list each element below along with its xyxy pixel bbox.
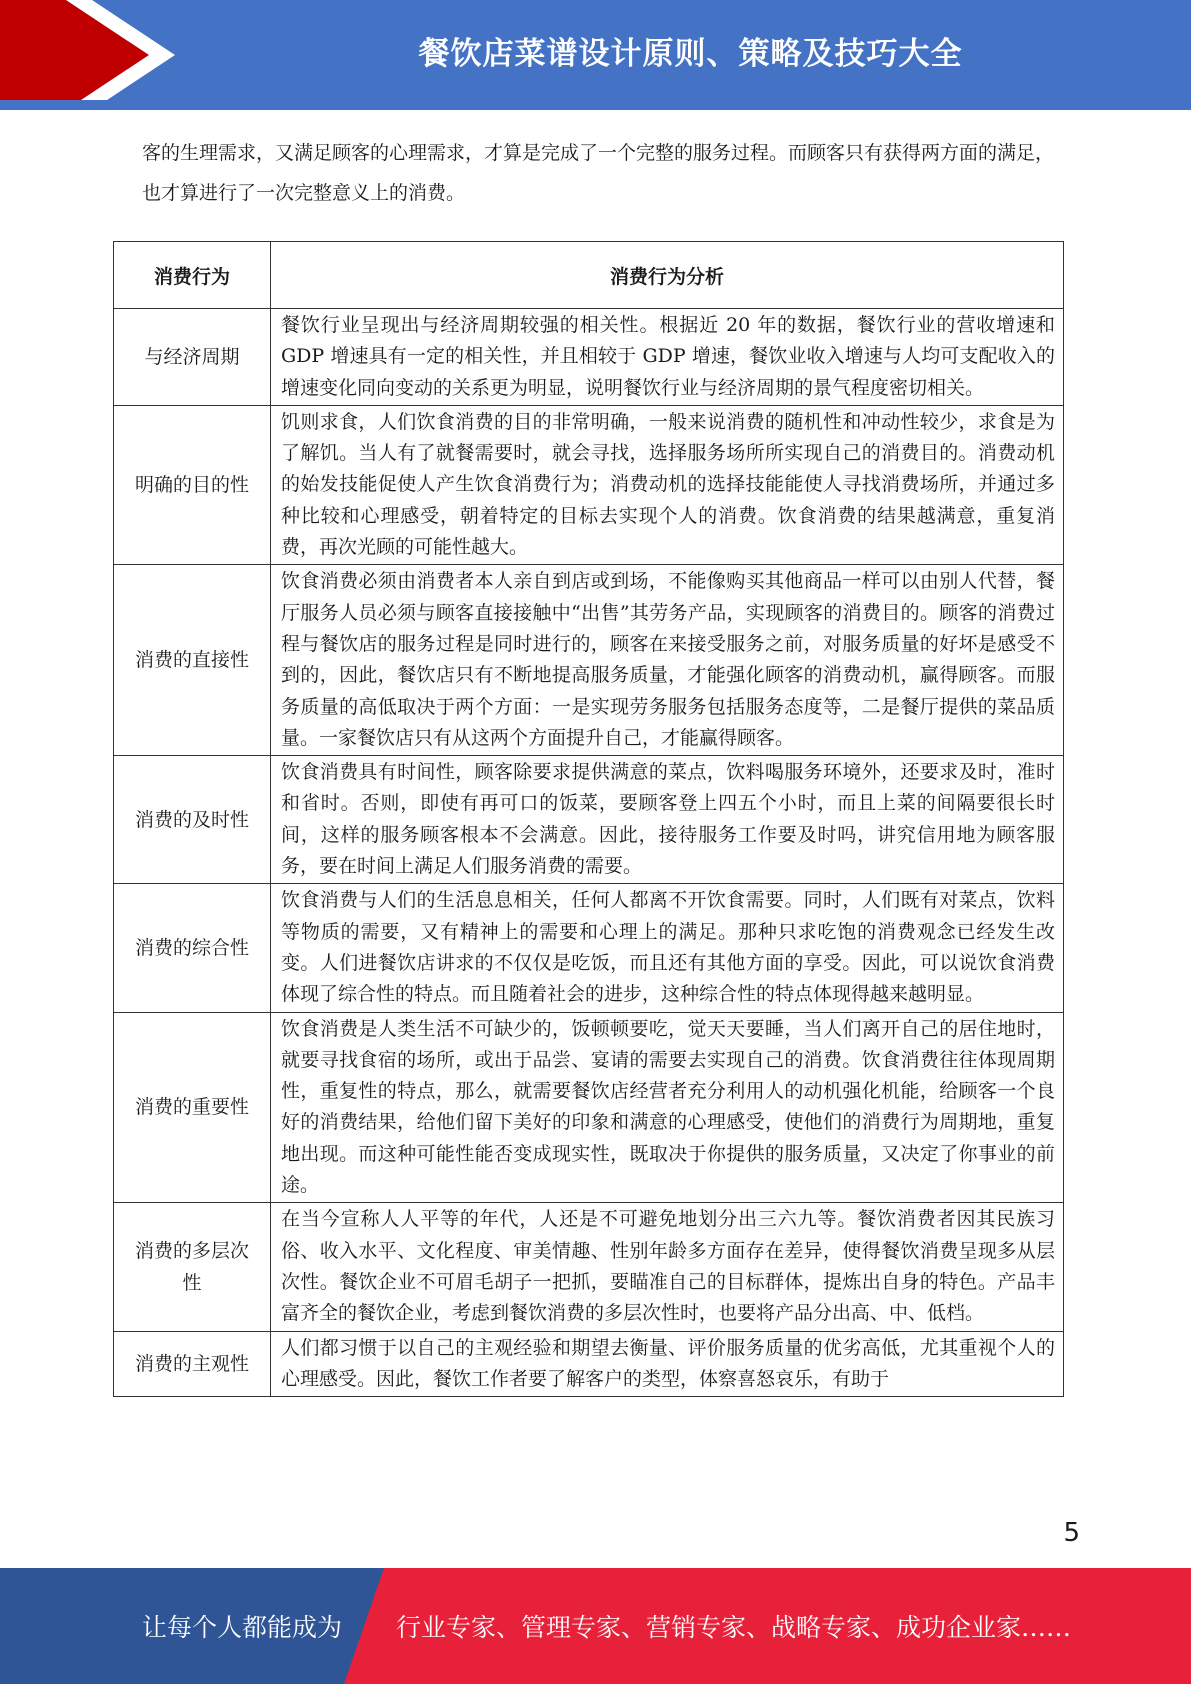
behavior-cell: 消费的综合性 [114, 884, 271, 1012]
page-header [0, 0, 1191, 110]
table-row [114, 756, 1064, 884]
document-title: 餐饮店菜谱设计原则、策略及技巧大全 [418, 35, 963, 72]
behavior-cell: 明确的目的性 [114, 405, 271, 564]
analysis-cell: 餐饮行业呈现出与经济周期较强的相关性。根据近 20 年的数据，餐饮行业的营收增速和 GDP 增速具有一定的相关性，并且相较于 GDP 增速，餐饮业收入增速与人均可支配收入的增速变化同向变动的关系更为明显，说明餐饮行业与经济周期的景气程度密切相关。 [271, 309, 1064, 406]
page-number: 5 [1063, 1518, 1080, 1548]
analysis-cell: 饮食消费必须由消费者本人亲自到店或到场，不能像购买其他商品一样可以由别人代替，餐厅服务人员必须与顾客直接接触中“出售”其劳务产品，实现顾客的消费目的。顾客的消费过程与餐饮店的服务过程是同时进行的，顾客在来接受服务之前，对服务质量的好坏是感受不到的，因此，餐饮店只有不断地提高服务质量，才能强化顾客的消费动机，赢得顾客。而服务质量的高低取决于两个方面：一是实现劳务服务包括服务态度等，二是餐厅提供的菜品质量。一家餐饮店只有从这两个方面提升自己，才能赢得顾客。 [271, 565, 1064, 756]
intro-paragraph: 客的生理需求，又满足顾客的心理需求，才算是完成了一个完整的服务过程。而顾客只有获得两方面的满足，也才算进行了一次完整意义上的消费。 [142, 142, 1055, 204]
analysis-cell: 饮食消费是人类生活不可缺少的，饭顿顿要吃，觉天天要睡，当人们离开自己的居住地时，就要寻找食宿的场所，或出于品尝、宴请的需要去实现自己的消费。饮食消费往往体现周期性，重复性的特点，那么，就需要餐饮店经营者充分利用人的动机强化机能，给顾客一个良好的消费结果，给他们留下美好的印象和满意的心理感受，使他们的消费行为周期地，重复地出现。而这种可能性能否变成现实性，既取决于你提供的服务质量，又决定了你事业的前途。 [271, 1012, 1064, 1203]
table-row [114, 1012, 1064, 1203]
table-row [114, 565, 1064, 756]
behavior-cell: 消费的直接性 [114, 565, 271, 756]
table-row [114, 405, 1064, 564]
table-row [114, 1203, 1064, 1331]
footer-slogan-left: 让每个人都能成为 [142, 1613, 343, 1642]
behavior-cell: 消费的多层次性 [114, 1203, 271, 1331]
analysis-cell: 饮食消费具有时间性，顾客除要求提供满意的菜点，饮料喝服务环境外，还要求及时，准时和省时。否则，即使有再可口的饭菜，要顾客登上四五个小时，而且上菜的间隔要很长时间，这样的服务顾客根本不会满意。因此，接待服务工作要及时吗，讲究信用地为顾客服务，要在时间上满足人们服务消费的需要。 [271, 756, 1064, 884]
table-header-row [114, 242, 1064, 309]
behavior-cell: 与经济周期 [114, 309, 271, 406]
analysis-cell: 饮食消费与人们的生活息息相关，任何人都离不开饮食需要。同时，人们既有对菜点，饮料等物质的需要，又有精神上的需要和心理上的满足。那种只求吃饱的消费观念已经发生改变。人们进餐饮店讲求的不仅仅是吃饭，而且还有其他方面的享受。因此，可以说饮食消费体现了综合性的特点。而且随着社会的进步，这种综合性的特点体现得越来越明显。 [271, 884, 1064, 1012]
analysis-cell: 在当今宣称人人平等的年代，人还是不可避免地划分出三六九等。餐饮消费者因其民族习俗、收入水平、文化程度、审美情趣、性别年龄多方面存在差异，使得餐饮消费呈现多从层次性。餐饮企业不可眉毛胡子一把抓，要瞄准自己的目标群体，提炼出自身的特色。产品丰富齐全的餐饮企业，考虑到餐饮消费的多层次性时，也要将产品分出高、中、低档。 [271, 1203, 1064, 1331]
column-header-behavior: 消费行为 [114, 242, 271, 309]
behavior-cell: 消费的及时性 [114, 756, 271, 884]
column-header-analysis: 消费行为分析 [271, 242, 1064, 309]
analysis-cell: 人们都习惯于以自己的主观经验和期望去衡量、评价服务质量的优劣高低，尤其重视个人的心理感受。因此，餐饮工作者要了解客户的类型，体察喜怒哀乐，有助于 [271, 1331, 1064, 1397]
table-row [114, 884, 1064, 1012]
analysis-cell: 饥则求食，人们饮食消费的目的非常明确，一般来说消费的随机性和冲动性较少，求食是为了解饥。当人有了就餐需要时，就会寻找，选择服务场所所实现自己的消费目的。消费动机的始发技能促使人产生饮食消费行为；消费动机的选择技能能使人寻找消费场所，并通过多种比较和心理感受，朝着特定的目标去实现个人的消费。饮食消费的结果越满意，重复消费，再次光顾的可能性越大。 [271, 405, 1064, 564]
footer-slogan-right: 行业专家、管理专家、营销专家、战略专家、成功企业家…… [396, 1613, 1072, 1642]
table-row [114, 1331, 1064, 1397]
behavior-cell: 消费的重要性 [114, 1012, 271, 1203]
consumption-behavior-table [113, 241, 1064, 1397]
page-footer [0, 1568, 1191, 1684]
behavior-cell: 消费的主观性 [114, 1331, 271, 1397]
table-row [114, 309, 1064, 406]
